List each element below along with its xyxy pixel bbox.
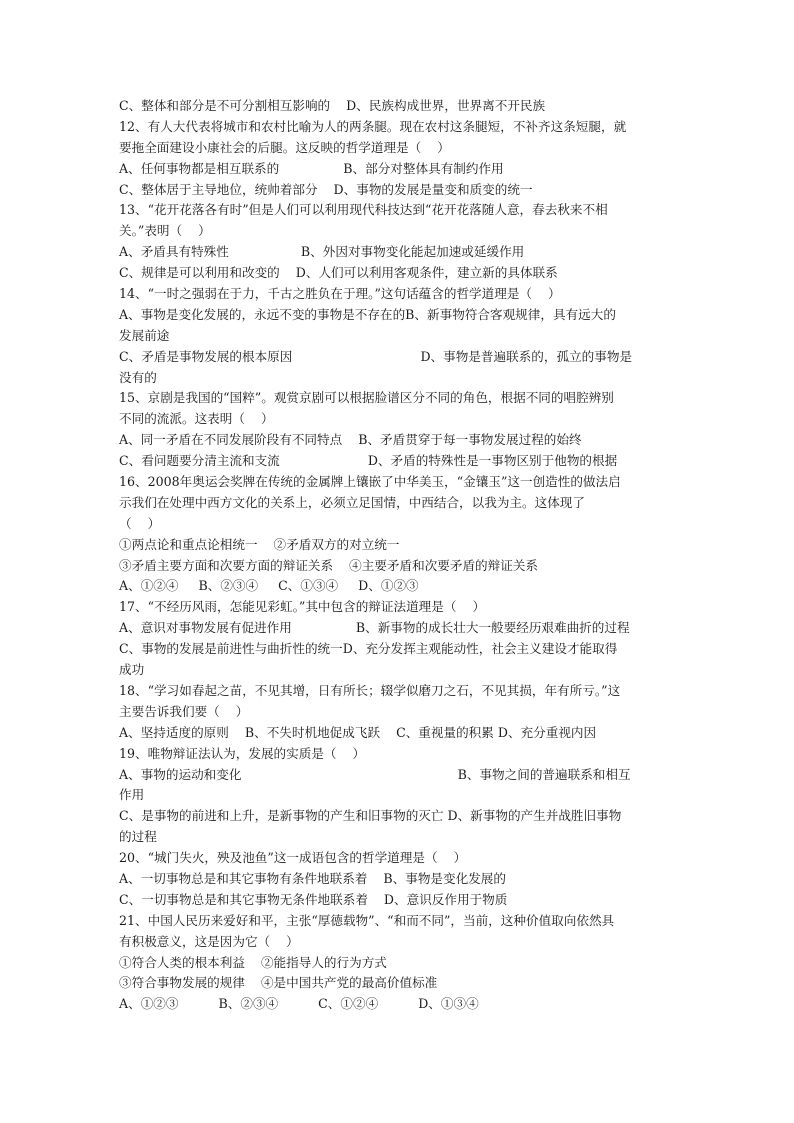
question-13-line-1: 13、“花开花落各有时”但是人们可以利用现代科技达到“花开花落随人意，春去秋来不相 bbox=[119, 202, 608, 218]
question-14-options-cd-cont: 没有的 bbox=[119, 369, 157, 385]
question-12-line-2: 要拖全面建设小康社会的后腿。这反映的哲学道理是（ ） bbox=[119, 139, 450, 155]
question-16-line-2: 示我们在处理中西方文化的关系上，必须立足国情，中西结合，以我为主。这体现了 bbox=[119, 494, 585, 510]
question-21-line-2: 有积极意义，这是因为它（ ） bbox=[119, 933, 299, 949]
question-14-options-ab-cont: 发展前途 bbox=[119, 327, 170, 343]
question-14-options-ab: A、事物是变化发展的，永远不变的事物是不存在的B、新事物符合客观规律，具有远大的 bbox=[119, 306, 616, 322]
question-15-options-ab: A、同一矛盾在不同发展阶段有不同特点 B、矛盾贯穿于每一事物发展过程的始终 bbox=[119, 432, 582, 448]
question-21-statements-12: ①符合人类的根本利益 ②能指导人的行为方式 bbox=[119, 954, 387, 970]
question-20-options-cd: C、一切事物总是和其它事物无条件地联系着 D、意识反作用于物质 bbox=[119, 891, 508, 907]
question-18-options: A、坚持适度的原则 B、不失时机地促成飞跃 C、重视量的积累 D、充分重视内因 bbox=[119, 724, 597, 740]
question-21-options: A、①②③ B、②③④ C、①②④ D、①③④ bbox=[119, 996, 479, 1012]
question-15-line-2: 不同的流派。这表明（ ） bbox=[119, 411, 274, 427]
question-16-options: A、①②④ B、②③④ C、①③④ D、①②③ bbox=[119, 578, 419, 594]
question-17-line-1: 17、“不经历风雨，怎能见彩虹。”其中包含的辩证法道理是（ ） bbox=[119, 599, 486, 615]
question-12-options-cd: C、整体居于主导地位，统帅着部分 D、事物的发展是量变和质变的统一 bbox=[119, 181, 533, 197]
line-option-c-d-prev: C、整体和部分是不可分割相互影响的 D、民族构成世界，世界离不开民族 bbox=[119, 98, 546, 113]
question-17-options-cd: C、事物的发展是前进性与曲折性的统一D、充分发挥主观能动性，社会主义建设才能取得 bbox=[119, 641, 618, 657]
question-19-options-ab-cont: 作用 bbox=[119, 787, 145, 803]
question-20-options-ab: A、一切事物总是和其它事物有条件地联系着 B、事物是变化发展的 bbox=[119, 870, 506, 886]
question-18-line-1: 18、“学习如春起之苗，不见其增，日有所长；辍学似磨刀之石，不见其损，年有所亏。”这 bbox=[119, 682, 621, 698]
question-21-line-1: 21、中国人民历来爱好和平，主张“厚德载物”、“和而不同”，当前，这种价值取向依然具 bbox=[119, 912, 615, 928]
question-19-options-ab: A、事物的运动和变化 B、事物之间的普遍联系和相互 bbox=[119, 766, 631, 782]
question-12-line-1: 12、有人大代表将城市和农村比喻为人的两条腿。现在农村这条腿短，不补齐这条短腿，就 bbox=[119, 118, 627, 134]
question-13-options-cd: C、规律是可以利用和改变的 D、人们可以利用客观条件，建立新的具体联系 bbox=[119, 265, 558, 281]
question-21-statements-34: ③符合事物发展的规律 ④是中国共产党的最高价值标准 bbox=[119, 975, 438, 991]
question-13-options-ab: A、矛盾具有特殊性 B、外因对事物变化能起加速或延缓作用 bbox=[119, 244, 525, 260]
question-14-line-1: 14、“一时之强弱在于力，千古之胜负在于理。”这句话蕴含的哲学道理是（ ） bbox=[119, 286, 561, 302]
question-20-line-1: 20、“城门失火，殃及池鱼”这一成语包含的哲学道理是（ ） bbox=[119, 850, 467, 866]
question-15-line-1: 15、京剧是我国的“国粹”。观赏京剧可以根据脸谱区分不同的角色，根据不同的唱腔辨别 bbox=[119, 390, 614, 406]
question-16-line-3: （ ） bbox=[119, 515, 161, 531]
question-17-options-ab: A、意识对事物发展有促进作用 B、新事物的成长壮大一般要经历艰难曲折的过程 bbox=[119, 620, 630, 636]
question-13-line-2: 关。”表明（ ） bbox=[119, 223, 211, 239]
question-17-options-cd-cont: 成功 bbox=[119, 662, 145, 678]
question-18-line-2: 主要告诉我们要（ ） bbox=[119, 703, 249, 719]
question-16-line-1: 16、2008年奥运会奖牌在传统的金属牌上镶嵌了中华美玉，“金镶玉”这一创造性的做法启 bbox=[119, 474, 621, 490]
question-19-options-cd-cont: 的过程 bbox=[119, 829, 157, 845]
exam-questions bbox=[119, 96, 679, 1015]
question-15-options-cd: C、看问题要分清主流和支流 D、矛盾的特殊性是一事物区别于他物的根据 bbox=[119, 453, 618, 469]
question-16-statements-34: ③矛盾主要方面和次要方面的辩证关系 ④主要矛盾和次要矛盾的辩证关系 bbox=[119, 557, 539, 573]
question-19-line-1: 19、唯物辩证法认为，发展的实质是（ ） bbox=[119, 745, 366, 761]
question-16-statements-12: ①两点论和重点论相统一 ②矛盾双方的对立统一 bbox=[119, 536, 400, 552]
question-14-options-cd: C、矛盾是事物发展的根本原因 D、事物是普遍联系的，孤立的事物是 bbox=[119, 348, 633, 364]
question-12-options-ab: A、任何事物都是相互联系的 B、部分对整体具有制约作用 bbox=[119, 160, 504, 176]
question-19-options-cd: C、是事物的前进和上升，是新事物的产生和旧事物的灭亡 D、新事物的产生并战胜旧事物 bbox=[119, 808, 622, 824]
